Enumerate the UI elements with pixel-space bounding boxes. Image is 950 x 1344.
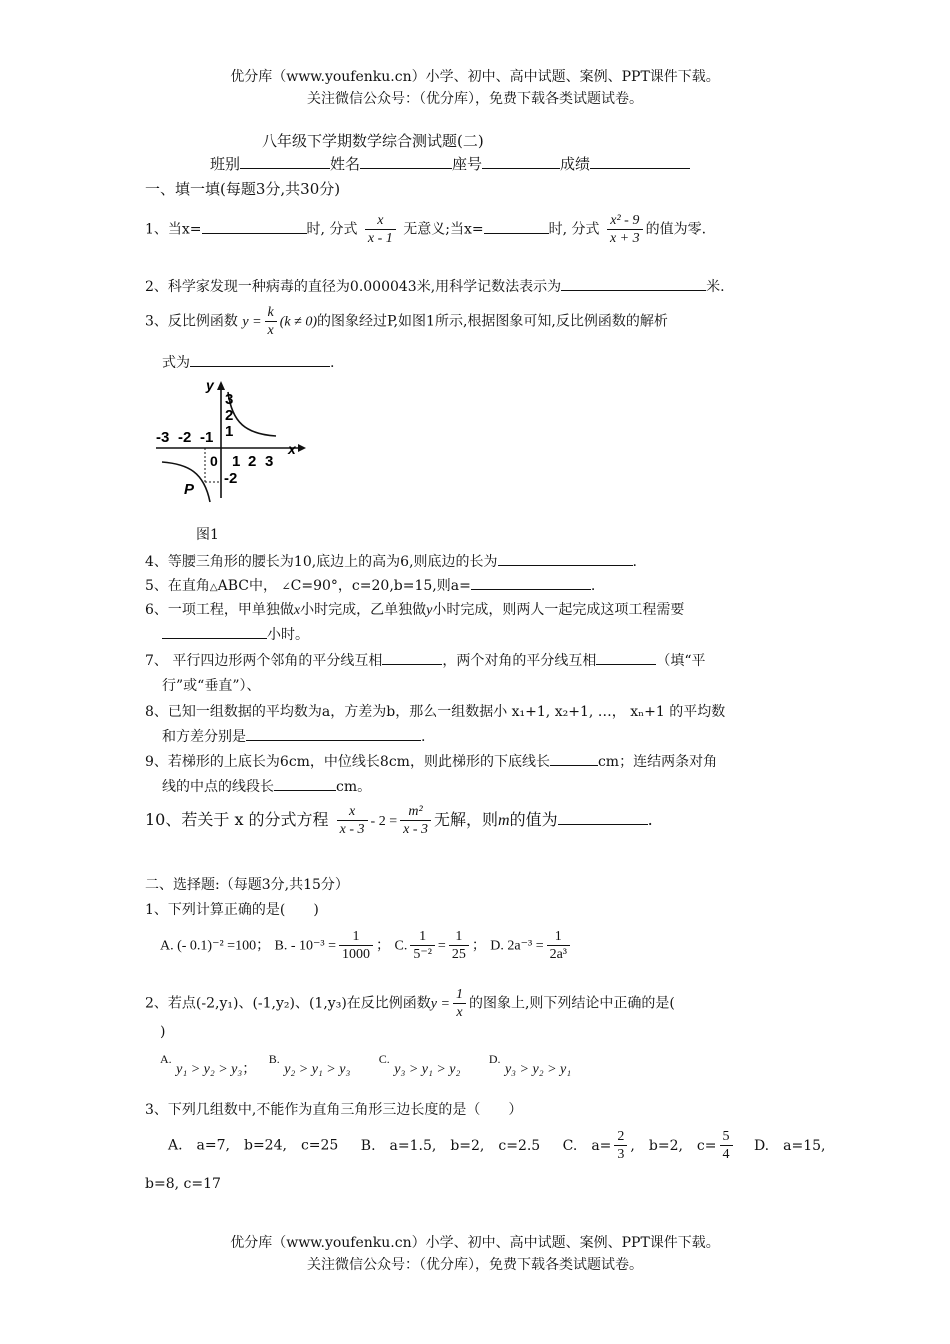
q5-text-c: C=90°，c=20,b=15,则a=: [290, 578, 471, 594]
x-tick-label: 1: [232, 453, 241, 470]
q2-blank[interactable]: [561, 276, 706, 291]
y-tick-label: 3: [225, 391, 234, 408]
q2-text-b: 米.: [706, 279, 725, 295]
s2-question-2: [145, 986, 675, 1021]
q1-text-e: 的值为零.: [645, 221, 707, 238]
s1-question-5: [145, 575, 595, 595]
q4-text-b: .: [632, 554, 637, 570]
header-line-2: 关注微信公众号：（优分库），免费下载各类试题试卷。: [307, 91, 643, 107]
s2q2-text-b: 的图象上,则下列结论中正确的是(: [468, 995, 675, 1012]
s2-question-3-option-d-cont: b=8, c=17: [145, 1176, 221, 1192]
q1-text-c: 无意义;当x=: [403, 221, 484, 238]
s2-question-1-stem: 1、下列计算正确的是( ): [145, 902, 319, 918]
s2-question-2-close: ): [160, 1024, 166, 1040]
x-tick-label: -3: [156, 429, 170, 446]
s1-question-3: [145, 304, 668, 339]
s1-question-7: [145, 650, 706, 670]
q10-minus-two: - 2 =: [370, 814, 398, 829]
name-label: 姓名: [330, 155, 361, 173]
q1-text-a: 1、当x=: [145, 221, 202, 238]
q3-blank[interactable]: [190, 352, 330, 367]
q3-fraction: $\frac{k}{x}$: [265, 304, 277, 339]
s1-question-6: [145, 599, 684, 619]
triangle-symbol: △: [209, 582, 218, 593]
s1-question-9: [145, 751, 717, 771]
q3-formula-lhs: y =: [242, 314, 262, 330]
q2-text-a: 2、科学家发现一种病毒的直径为0.000043米,用科学记数法表示为: [145, 279, 562, 295]
q10-fraction-2: $\frac{\text{m²}}{x - 3}$: [400, 803, 431, 838]
s1-question-8: 8、已知一组数据的平均数为a，方差为b，那么一组数据小 x₁+1, x₂+1, …， xₙ+1 的平均数: [145, 704, 726, 720]
student-info-line: [210, 153, 690, 174]
q6-var-y: y: [426, 603, 433, 618]
y-axis-label: y: [206, 378, 214, 393]
q5-text-d: .: [590, 578, 596, 594]
section2-heading: 二、选择题:（每题3分,共15分）: [145, 877, 349, 893]
s2q2-fraction: $\frac{1}{x}$: [453, 986, 466, 1021]
score-blank[interactable]: [590, 154, 690, 169]
class-blank[interactable]: [240, 154, 330, 169]
y-tick-label: -2: [224, 470, 238, 487]
s2q3-option-c[interactable]: C. a= $\frac{2}{3}$ , b=2, c= $\frac{5}{4}$: [563, 1138, 736, 1154]
q10-fraction-1: $\frac{x}{x - 3}$: [337, 803, 368, 838]
section1-heading: 一、填一填(每题3分,共30分): [145, 180, 341, 198]
q3-condition: (k ≠ 0): [279, 314, 317, 330]
q7-blank-1[interactable]: [382, 650, 442, 665]
s1-question-3-cont: [162, 352, 334, 372]
option-c-expr[interactable]: y₃ > y₁ > y₂: [394, 1062, 461, 1077]
q6-text-c: 小时完成，则两人一起完成这项工程需要: [432, 602, 685, 618]
option-a-expr[interactable]: y₁ > y₂ > y₃: [176, 1062, 243, 1077]
q10-text-a: 10、若关于 x 的分式方程: [145, 810, 329, 829]
q1-option-c-fraction-1: $\frac{1}{\text{5⁻²}}$: [410, 928, 435, 963]
q9-text-c: 线的中点的线段长: [162, 779, 274, 795]
origin-label: 0: [210, 453, 218, 469]
q4-blank[interactable]: [498, 551, 633, 566]
q6-text-b: 小时完成，乙单独做: [300, 602, 427, 618]
option-d-label: D.: [488, 1052, 501, 1066]
q7-blank-2[interactable]: [596, 650, 656, 665]
y-tick-label: 2: [225, 407, 234, 424]
q5-blank[interactable]: [471, 575, 591, 590]
s2q3-option-c-fraction-2: $\frac{5}{4}$: [720, 1128, 733, 1163]
page-title: 八年级下学期数学综合测试题(二): [262, 132, 484, 150]
q1-fraction-1: $\frac{x}{x - 1}$: [365, 212, 396, 247]
q9-text-b: cm；连结两条对角: [597, 754, 718, 770]
q9-text-d: cm。: [336, 779, 372, 795]
name-blank[interactable]: [360, 154, 452, 169]
seat-label: 座号: [452, 155, 483, 173]
q1-option-a: A. (- 0.1)⁻² =100；: [160, 938, 271, 954]
q3-text-b: 的图象经过P,如图1所示,根据图象可知,反比例函数的解析: [317, 313, 668, 330]
q9-blank-1[interactable]: [550, 751, 598, 766]
option-d-expr[interactable]: y₃ > y₂ > y₁: [504, 1062, 572, 1077]
option-a-label: A.: [160, 1052, 172, 1066]
q5-text-b: ABC中，: [217, 578, 277, 594]
q1-option-c-fraction-2: $\frac{1}{25}$: [449, 928, 469, 963]
s1-question-8-cont: [162, 726, 425, 746]
class-label: 班别: [210, 155, 241, 173]
q8-blank[interactable]: [246, 726, 421, 741]
s2q2-lhs: y =: [430, 996, 450, 1012]
x-axis-label: x: [288, 441, 296, 457]
s2q2-text-a: 2、若点(-2,y₁)、(-1,y₂)、(1,y₃)在反比例函数: [145, 995, 431, 1012]
y-axis-arrow: [217, 381, 225, 390]
x-tick-label: -2: [178, 429, 192, 446]
q9-blank-2[interactable]: [274, 776, 336, 791]
s1-question-10: [145, 803, 653, 838]
equals-sign: =: [437, 938, 446, 954]
q1-fraction-2: $\frac{\text{x² - 9}}{x + 3}$: [607, 212, 643, 247]
q5-text-a: 5、在直角: [145, 578, 210, 594]
q7-text-b: ，两个对角的平分线互相: [442, 653, 597, 669]
footer-line-2: 关注微信公众号：（优分库），免费下载各类试题试卷。: [307, 1257, 643, 1273]
option-b-expr[interactable]: y₂ > y₁ > y₃: [284, 1062, 351, 1077]
separator: ；: [376, 937, 391, 954]
q1-blank-1[interactable]: [202, 219, 307, 234]
q7-text-c: （填“平: [656, 653, 706, 669]
s1-question-9-cont: [162, 776, 371, 796]
s2-question-3-stem: 3、下列几组数中,不能作为直角三角形三边长度的是（ ）: [145, 1102, 523, 1118]
s2-question-2-options: [160, 1052, 571, 1078]
x-tick-label: 3: [265, 453, 274, 470]
q8-text-b: 和方差分别是: [162, 729, 246, 745]
q10-text-c: 的值为: [509, 810, 558, 829]
q7-text-a: 7、 平行四边形两个邻角的平分线互相: [145, 653, 383, 669]
x-axis-arrow: [298, 444, 306, 452]
angle-symbol: ∠: [281, 580, 291, 593]
q4-text-a: 4、等腰三角形的腰长为10,底边上的高为6,则底边的长为: [145, 554, 498, 570]
s1-question-6-cont: [162, 624, 309, 644]
x-tick-label: -1: [200, 429, 214, 446]
s2q3-option-d[interactable]: D. a=15,: [753, 1137, 826, 1154]
q10-text-b: 无解，则: [434, 810, 499, 829]
q10-blank[interactable]: [558, 808, 648, 825]
q1-option-c: C.: [394, 938, 408, 954]
s1-question-4: [145, 551, 637, 571]
q8-text-c: .: [421, 729, 426, 745]
s2-question-1-options: [160, 928, 573, 963]
s1-question-2: [145, 276, 725, 296]
q9-text-a: 9、若梯形的上底长为6cm，中位线长8cm，则此梯形的下底线长: [145, 754, 550, 770]
s2q3-option-c-fraction-1: $\frac{2}{3}$: [614, 1128, 627, 1163]
q1-option-d: D. 2a⁻³ =: [490, 938, 544, 954]
s1-question-7-cont: 行”或“垂直”）、: [162, 678, 261, 694]
q3-text-d: .: [330, 355, 335, 371]
q3-text-c: 式为: [162, 355, 190, 371]
separator: ；: [242, 1061, 257, 1077]
q1-option-b: B. - 10⁻³ =: [274, 938, 337, 954]
q1-option-b-fraction: $\frac{1}{1000}$: [339, 928, 373, 963]
q6-blank[interactable]: [162, 624, 267, 639]
q1-text-d: 时, 分式: [548, 221, 600, 238]
header-line-1: 优分库（www.youfenku.cn）小学、初中、高中试题、案例、PPT课件下载。: [230, 69, 720, 85]
y-tick-label: 1: [225, 423, 234, 440]
s1-question-1: [145, 212, 706, 247]
q10-var-m: m: [498, 812, 510, 829]
seat-blank[interactable]: [482, 154, 560, 169]
q6-text-a: 6、一项工程，甲单独做: [145, 602, 294, 618]
option-c-label: C.: [378, 1052, 390, 1066]
q1-text-b: 时, 分式: [306, 221, 358, 238]
q3-text-a: 3、反比例函数: [145, 313, 238, 330]
option-b-label: B.: [268, 1052, 280, 1066]
figure-1-graph: [148, 378, 308, 506]
q1-option-d-fraction: $\frac{1}{\text{2a³}}$: [547, 928, 570, 963]
s2q3-option-a[interactable]: A. a=7, b=24, c=25: [168, 1137, 339, 1154]
s2q3-option-b[interactable]: B. a=1.5, b=2, c=2.5: [360, 1137, 541, 1154]
q6-var-x: x: [293, 603, 301, 618]
q6-text-d: 小时。: [267, 627, 309, 643]
score-label: 成绩: [560, 155, 591, 173]
hyperbola-branch-q1: [228, 392, 276, 436]
q1-blank-2[interactable]: [484, 219, 549, 234]
figure-1-caption: 图1: [196, 527, 219, 543]
s2-question-3-options: [168, 1128, 825, 1163]
footer-line-1: 优分库（www.youfenku.cn）小学、初中、高中试题、案例、PPT课件下载。: [230, 1235, 720, 1251]
q10-text-d: .: [647, 810, 653, 829]
separator: ；: [471, 937, 486, 954]
x-tick-label: 2: [248, 453, 257, 470]
point-p-label: P: [184, 481, 195, 498]
